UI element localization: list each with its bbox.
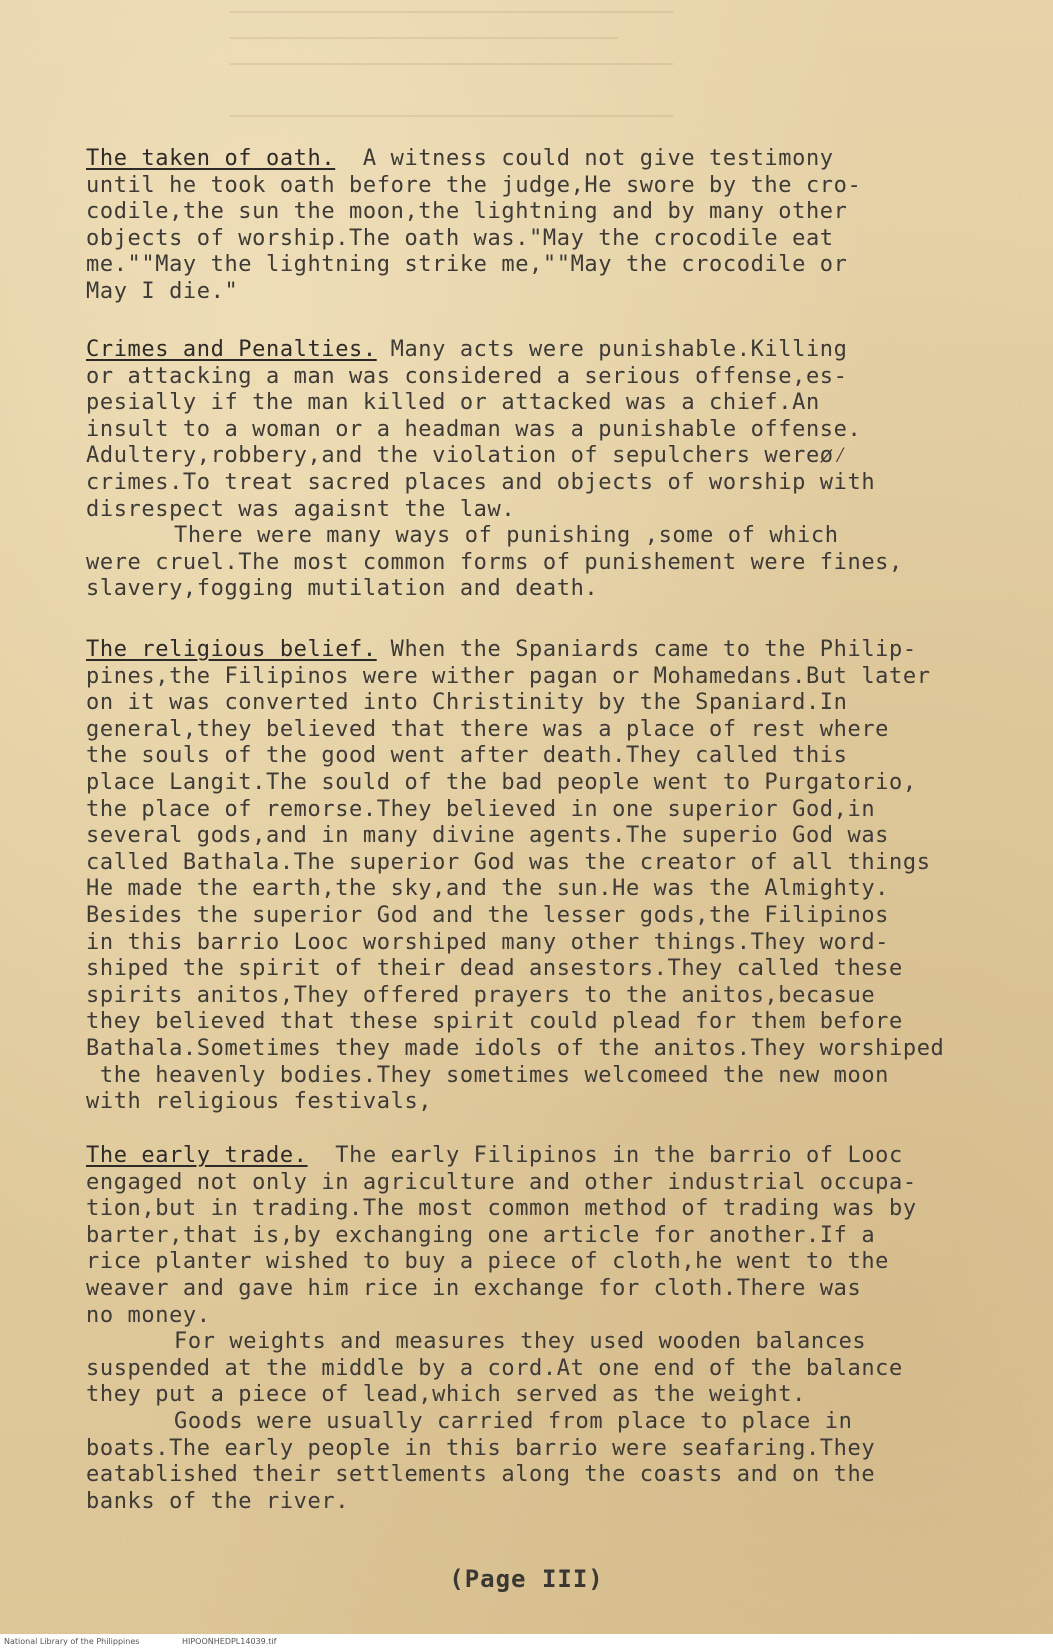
section-religion <box>86 637 1026 1116</box>
text-religion: When the Spaniards came to the Philip- pines,the Filipinos were wither pagan or Mohamedans.But later on it was converted into Christinity by the Spaniard.In general,they believed that there was a place of rest where the souls of the good went after death.They called this place Langit.The sould of the bad people went to Purgatorio, the place of remorse.They believed in one superior God,in several gods,and in many divine agents.The superio God was called Bathala.The superior God was the creator of all things He made the earth,the sky,and the sun.He was the Almighty. Besides the superior God and the lesser gods,the Filipinos in this barrio Looc worshiped many other things.They word- shiped the spirit of their dead ansestors.They called these spirits anitos,They offered prayers to the anitos,becasue they believed that these spirit could plead for them before Bathala.Sometimes they made idols of the anitos.They worshiped the heavenly bodies.They sometimes welcomeed the new moon with religious festivals, <box>86 637 945 1115</box>
text-trade-para2: For weights and measures they used wooden balances suspended at the middle by a cord.At one end of the balance they put a piece of lead,which served as the weight. <box>86 1329 903 1408</box>
heading-trade: The early trade. <box>86 1143 308 1168</box>
bleed-through-text: ──────────────────────────────── ──────────────────────────── ──────────────────────────────── ──────────────────────────────── <box>230 0 674 130</box>
footer-filename: HIPOONHEDPL14039.tif <box>181 1637 277 1646</box>
footer-library: National Library of the Philippines <box>4 1637 140 1646</box>
page-number: (Page III) <box>449 1565 604 1593</box>
section-trade <box>86 1143 1026 1515</box>
section-oath <box>86 146 1026 306</box>
text-trade-para3: Goods were usually carried from place to place in boats.The early people in this barrio were seafaring.They eatablished their settlements along the coasts and on the banks of the river. <box>86 1408 876 1514</box>
heading-oath: The taken of oath. <box>86 146 336 171</box>
heading-religion: The religious belief. <box>86 637 377 662</box>
scan-footer <box>0 1634 1053 1650</box>
text-trade: The early Filipinos in the barrio of Looc engaged not only in agriculture and other industrial occupa- tion,but in trading.The most common method of trading was by barter,that is,by exchanging one article for another.If a rice planter wished to buy a piece of cloth,he went to the weaver and gave him rice in exchange for cloth.There was no money. <box>86 1143 917 1328</box>
heading-crimes: Crimes and Penalties. <box>86 337 377 362</box>
text-oath: A witness could not give testimony until he took oath before the judge,He swore by the cro- codile,the sun the moon,the lightning and by many other objects of worship.The oath was."May the crocodile eat me.""May the lightning strike me,""May the crocodile or May I die." <box>86 146 862 304</box>
text-crimes: Many acts were punishable.Killing or attacking a man was considered a serious offense,es- pesially if the man killed or attacked was a chief.An insult to a woman or a headman was a punishable offense. Adultery,robbery,and the violation of sepulchers wereø⁄ crimes.To treat sacred places and objects of worship with disrespect was agaisnt the law. <box>86 337 876 522</box>
text-crimes-para2: There were many ways of punishing ,some of which were cruel.The most common forms of punishement were fines, slavery,fogging mutilation and death. <box>86 523 903 602</box>
section-crimes <box>86 337 1026 603</box>
